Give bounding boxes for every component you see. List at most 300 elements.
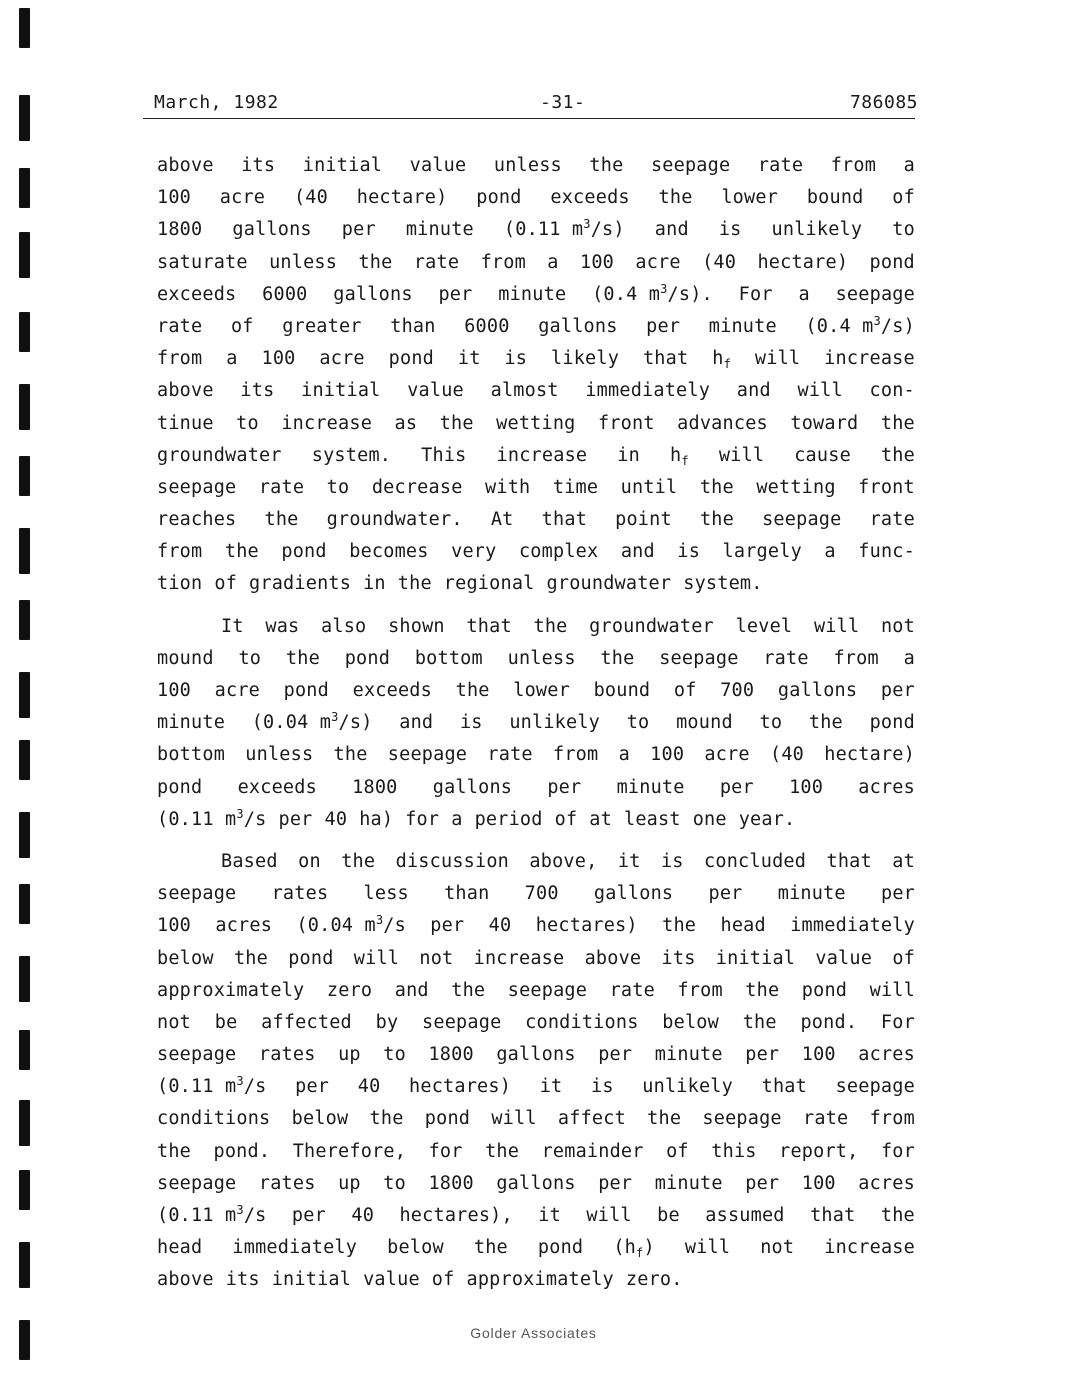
word: pond. <box>213 1140 271 1162</box>
word: acre <box>635 251 681 273</box>
word: the <box>358 251 393 273</box>
word: is <box>590 1076 614 1098</box>
word: discussion <box>395 850 510 872</box>
word: from <box>677 979 723 1001</box>
word: rate <box>157 315 203 337</box>
word: minute <box>498 283 567 305</box>
word: mound <box>157 647 214 669</box>
word: it <box>539 1076 563 1098</box>
text-line <box>157 739 915 771</box>
word: the <box>157 1140 192 1162</box>
text-line <box>157 910 915 942</box>
word: pond <box>388 348 434 370</box>
word: a <box>618 744 630 766</box>
word: below <box>387 1237 444 1259</box>
word: a <box>451 808 463 830</box>
word: (40 <box>293 187 328 209</box>
word: and <box>736 380 771 402</box>
word: not <box>157 1011 192 1033</box>
word: tinue <box>157 412 214 434</box>
word: seepage <box>422 1011 502 1033</box>
footer-firm-name: Golder Associates <box>470 1325 597 1341</box>
text-line <box>157 804 915 836</box>
word: to <box>383 1172 406 1194</box>
word: pond <box>869 712 915 734</box>
word: per <box>291 1205 326 1226</box>
word: cause <box>794 444 851 466</box>
word: the <box>333 744 368 766</box>
word: is <box>677 541 701 563</box>
word: 700 <box>524 883 559 905</box>
word: minute <box>654 1172 723 1194</box>
binding-mark <box>19 384 30 430</box>
text-line <box>157 279 915 311</box>
binding-mark <box>19 884 30 924</box>
binding-mark <box>19 312 30 352</box>
word: groundwater <box>157 444 282 466</box>
paragraph <box>157 846 915 1297</box>
word: per <box>598 1172 633 1194</box>
text-line <box>157 1168 915 1200</box>
body-text <box>157 150 915 1297</box>
binding-mark <box>19 1030 30 1070</box>
word: per <box>341 219 376 241</box>
word: will <box>586 1205 632 1226</box>
word: 1800 <box>157 219 203 241</box>
word: not <box>760 1237 795 1259</box>
word: lower <box>513 680 570 701</box>
word: from <box>833 647 879 669</box>
word: 6000 <box>262 283 308 305</box>
word: acres <box>858 776 915 798</box>
word: $h_f$ <box>712 348 731 372</box>
word: unlikely <box>509 712 601 734</box>
word: at <box>892 850 915 872</box>
text-line <box>157 1007 915 1039</box>
word: zero <box>326 979 373 1001</box>
word: 100 <box>261 348 296 370</box>
binding-mark <box>19 232 30 278</box>
word: the <box>880 444 915 466</box>
word: not <box>880 615 915 637</box>
word: time <box>552 476 599 498</box>
word: front <box>858 476 915 498</box>
word: gallons <box>432 776 513 798</box>
word: in <box>363 573 386 595</box>
binding-mark <box>19 812 30 858</box>
word: regional <box>443 573 535 595</box>
word: above <box>157 1269 214 1291</box>
word: above <box>157 155 214 176</box>
word: Therefore, <box>292 1140 407 1162</box>
word: hectares) <box>535 915 638 937</box>
word: lower <box>721 187 779 209</box>
word: on <box>298 850 321 872</box>
word: hectare) <box>757 251 849 273</box>
word: exceeds <box>550 187 630 209</box>
word: of <box>666 1140 689 1162</box>
text-line <box>157 846 915 878</box>
word: seepage <box>507 979 588 1001</box>
word: not <box>419 947 454 969</box>
word: the <box>455 680 490 701</box>
word: value <box>409 155 467 176</box>
word: immediately <box>585 380 711 402</box>
word: its <box>240 380 275 402</box>
word: seepage <box>762 509 842 531</box>
word: per <box>880 680 915 701</box>
word: is <box>718 219 742 241</box>
word: a <box>824 541 836 563</box>
word: of <box>230 315 254 337</box>
word: a <box>798 283 810 305</box>
word: per <box>438 283 473 305</box>
text-line <box>157 247 915 279</box>
word: gallons <box>538 315 618 337</box>
text-line <box>157 1264 915 1296</box>
word: increase <box>496 444 588 466</box>
binding-mark <box>19 740 30 780</box>
word: the <box>451 979 486 1001</box>
word: 1800 <box>428 1044 474 1066</box>
word: the <box>745 979 780 1001</box>
word: per <box>880 883 915 905</box>
text-line <box>157 311 915 343</box>
word: it <box>538 1205 561 1226</box>
word: the <box>397 573 432 595</box>
word: 1800 <box>352 776 398 798</box>
binding-mark <box>19 8 30 48</box>
word: gallons <box>593 883 674 905</box>
word: 100 <box>157 187 192 209</box>
binding-mark <box>19 95 30 141</box>
word: to <box>626 712 650 734</box>
word: 1800 <box>428 1172 474 1194</box>
word: (0.4 $m^3/s$) <box>805 313 915 337</box>
word: toward <box>790 412 859 434</box>
word: a <box>903 647 915 669</box>
word: from <box>157 348 203 370</box>
word: becomes <box>349 541 429 563</box>
word: for <box>405 808 440 830</box>
word: above <box>584 947 642 969</box>
word: one <box>692 808 727 830</box>
word: will <box>718 444 765 466</box>
binding-mark <box>19 956 30 1002</box>
word: zero. <box>625 1269 683 1291</box>
word: (0.04 $m^3/s$ <box>296 913 406 937</box>
header-doc-number: 786085 <box>849 92 918 113</box>
word: will <box>684 1237 731 1259</box>
word: hectare) <box>356 187 448 209</box>
word: increase <box>281 412 373 434</box>
text-line <box>157 504 915 536</box>
word: will <box>754 348 801 370</box>
word: bottom <box>414 647 483 669</box>
word: a <box>547 251 559 273</box>
word: pond <box>424 1108 471 1130</box>
word: hectare) <box>824 744 915 766</box>
word: the <box>658 187 693 209</box>
word: up <box>338 1044 361 1066</box>
word: reaches <box>157 509 237 531</box>
word: groundwater <box>589 615 714 637</box>
word: of <box>673 680 697 701</box>
text-line <box>157 1136 915 1168</box>
word: was <box>265 615 300 637</box>
word: from <box>157 541 203 563</box>
word: of <box>431 1269 455 1291</box>
word: This <box>421 444 467 466</box>
word: seepage <box>157 1172 237 1194</box>
word: pond <box>281 541 327 563</box>
word: rate <box>609 979 655 1001</box>
word: 100 <box>801 1044 836 1066</box>
word: conditions <box>157 1108 271 1130</box>
paragraph <box>157 611 915 836</box>
word: it <box>617 850 641 872</box>
word: rate <box>413 251 460 273</box>
word: value <box>407 380 464 402</box>
word: the <box>662 915 697 937</box>
word: saturate <box>157 251 248 273</box>
word: and <box>399 712 434 734</box>
word: tion <box>157 573 203 595</box>
word: and <box>620 541 655 563</box>
word: per <box>547 776 582 798</box>
header-page-number: -31- <box>540 92 586 113</box>
word: per <box>708 883 743 905</box>
word: initial <box>301 380 381 402</box>
word: to <box>238 647 262 669</box>
word: 40 <box>357 1076 381 1098</box>
word: increase <box>473 947 565 969</box>
word: the <box>224 541 259 563</box>
word: minute <box>616 776 685 798</box>
word: rates <box>258 1172 316 1194</box>
word: minute <box>654 1044 723 1066</box>
word: acre <box>319 348 365 370</box>
binding-mark <box>19 1170 30 1210</box>
word: pond <box>283 680 329 701</box>
word: is <box>504 348 528 370</box>
word: front <box>598 412 655 434</box>
word: for <box>428 1140 463 1162</box>
binding-mark <box>19 168 30 208</box>
word: (0.11 $m^3/s$ <box>157 806 267 830</box>
word: it <box>457 348 481 370</box>
word: bound <box>593 680 651 701</box>
word: increase <box>824 348 915 370</box>
word: func- <box>858 541 915 563</box>
word: the <box>341 850 376 872</box>
word: per <box>598 1044 633 1066</box>
word: per <box>646 315 681 337</box>
word: greater <box>282 315 362 337</box>
word: report, <box>779 1140 859 1162</box>
word: For <box>880 1011 915 1033</box>
word: unless <box>269 251 338 273</box>
word: seepage <box>650 155 731 176</box>
word: the <box>473 1237 508 1259</box>
word: remainder <box>541 1140 644 1162</box>
word: immediately <box>790 915 915 937</box>
text-line <box>157 975 915 1007</box>
word: 100 <box>579 251 614 273</box>
word: from <box>869 1108 915 1130</box>
binding-mark <box>19 456 30 496</box>
word: minute <box>708 315 777 337</box>
word: affect <box>557 1108 626 1130</box>
word: pond <box>288 947 334 969</box>
word: rate <box>869 509 915 531</box>
word: head <box>157 1237 203 1259</box>
word: almost <box>490 380 559 402</box>
word: will <box>869 979 915 1001</box>
word: the <box>369 1108 404 1130</box>
word: the <box>880 412 915 434</box>
word: the <box>699 509 734 531</box>
word: seepage <box>157 476 237 498</box>
word: acre <box>214 680 260 701</box>
word: groundwater <box>546 573 672 595</box>
word: the <box>533 615 568 637</box>
word: For <box>738 283 773 305</box>
word: rates <box>258 1044 316 1066</box>
word: that <box>761 1076 807 1098</box>
word: 40 <box>324 808 348 830</box>
word: its <box>661 947 696 969</box>
word: acre <box>219 187 266 209</box>
text-line <box>157 568 915 600</box>
word: minute <box>405 219 474 241</box>
word: (40 <box>702 251 737 273</box>
word: than <box>390 315 436 337</box>
word: 6000 <box>464 315 510 337</box>
word: minute <box>777 883 846 905</box>
paragraph <box>157 150 915 601</box>
word: (0.11 $m^3/s$) <box>503 217 625 241</box>
word: exceeds <box>237 776 317 798</box>
word: groundwater. <box>326 509 463 531</box>
binding-mark <box>19 672 30 718</box>
word: concluded <box>704 850 807 872</box>
word: complex <box>518 541 599 563</box>
text-line <box>157 611 915 643</box>
text-line <box>157 643 915 675</box>
word: 100 <box>650 744 685 766</box>
word: bottom <box>157 744 226 766</box>
word: per <box>719 776 754 798</box>
word: unless <box>245 744 314 766</box>
word: It <box>221 615 244 637</box>
word: unless <box>493 155 562 176</box>
word: immediately <box>232 1237 358 1259</box>
word: the <box>589 155 624 176</box>
word: the <box>285 647 320 669</box>
word: head <box>720 915 766 937</box>
text-line <box>157 772 915 804</box>
word: exceeds <box>352 680 432 701</box>
word: is <box>660 850 684 872</box>
word: pond <box>801 979 848 1001</box>
word: until <box>620 476 678 498</box>
word: in <box>617 444 640 466</box>
word: the <box>439 412 474 434</box>
word: value <box>363 1269 420 1291</box>
text-line <box>157 214 915 246</box>
word: pond <box>344 647 391 669</box>
word: will <box>813 615 860 637</box>
word: per <box>745 1044 780 1066</box>
word: above <box>157 380 214 402</box>
word: wetting <box>756 476 836 498</box>
word: (40 <box>770 744 805 766</box>
word: hectares), <box>399 1205 513 1226</box>
word: rate <box>757 155 804 176</box>
word: decrease <box>371 476 463 498</box>
word: of <box>892 187 915 209</box>
word: to <box>383 1044 406 1066</box>
word: unlikely <box>642 1076 733 1098</box>
word: shown <box>388 615 445 637</box>
text-line <box>157 1071 915 1103</box>
word: initial <box>271 1269 352 1291</box>
text-line <box>157 1232 915 1264</box>
word: than <box>444 883 490 905</box>
word: $(h_f)$ <box>613 1237 655 1261</box>
word: 100 <box>789 776 824 798</box>
word: point <box>615 509 672 531</box>
word: value <box>815 947 873 969</box>
word: and <box>654 219 689 241</box>
word: very <box>451 541 497 563</box>
word: of <box>214 573 238 595</box>
word: per <box>745 1172 780 1194</box>
word: will <box>491 1108 537 1130</box>
word: system. <box>311 444 392 466</box>
word: by <box>375 1011 399 1033</box>
word: from <box>552 744 599 766</box>
word: this <box>711 1140 757 1162</box>
word: seepage <box>702 1108 782 1130</box>
word: rate <box>487 744 533 766</box>
word: pond <box>476 187 522 209</box>
word: the <box>647 1108 682 1130</box>
text-line <box>157 150 915 182</box>
text-line <box>157 343 915 375</box>
word: the <box>264 509 299 531</box>
word: is <box>459 712 483 734</box>
word: below <box>662 1011 719 1033</box>
word: the <box>485 1140 520 1162</box>
word: largely <box>722 541 802 563</box>
word: exceeds <box>157 283 237 305</box>
word: will <box>797 380 843 402</box>
word: least <box>623 808 681 830</box>
binding-mark <box>19 1100 30 1146</box>
word: with <box>485 476 531 498</box>
word: its <box>225 1269 260 1291</box>
word: its <box>241 155 276 176</box>
word: seepage <box>157 1044 237 1066</box>
word: at <box>589 808 612 830</box>
word: from <box>480 251 526 273</box>
text-line <box>157 408 915 440</box>
word: gallons <box>496 1172 576 1194</box>
word: also <box>321 615 367 637</box>
word: 100 <box>801 1172 836 1194</box>
